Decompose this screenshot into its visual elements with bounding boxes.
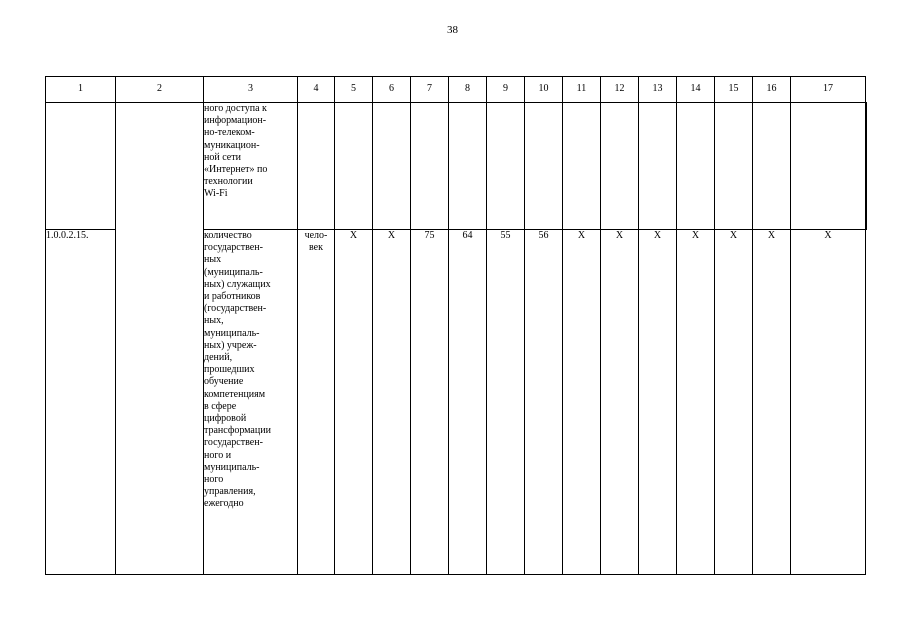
description-line: (муниципаль- xyxy=(204,266,263,278)
column-header-8: 8 xyxy=(449,77,487,103)
empty-cell xyxy=(411,103,449,230)
description-line: информацион- xyxy=(204,115,267,127)
description-line: муниципаль- xyxy=(204,461,260,473)
column-header-15: 15 xyxy=(715,77,753,103)
row-continued-code xyxy=(46,103,116,230)
description-line: ного доступа к xyxy=(204,103,267,114)
value-cell: 75 xyxy=(411,230,449,575)
table-row-continued xyxy=(46,103,867,230)
header-row xyxy=(46,77,867,103)
column-header-16: 16 xyxy=(753,77,791,103)
unit-line: век xyxy=(309,242,323,254)
description-line: в сфере xyxy=(204,400,237,412)
description-line: прошедших xyxy=(204,364,255,376)
column-header-9: 9 xyxy=(487,77,525,103)
column-header-1: 1 xyxy=(46,77,116,103)
column-header-3: 3 xyxy=(204,77,298,103)
empty-cell xyxy=(525,103,563,230)
column-header-4: 4 xyxy=(298,77,335,103)
description-line: дений, xyxy=(204,352,233,364)
description-line: (государствен- xyxy=(204,303,267,315)
description-line: но-телеком- xyxy=(204,127,255,139)
column-header-11: 11 xyxy=(563,77,601,103)
description-line: обучение xyxy=(204,376,244,388)
description-line: государствен- xyxy=(204,242,263,254)
description-line: ных xyxy=(204,254,222,266)
description-line: ного и xyxy=(204,449,232,461)
description-line: ежегодно xyxy=(204,498,244,510)
description-line: ного xyxy=(204,474,224,486)
value-cell: X xyxy=(791,230,866,575)
empty-cell xyxy=(866,103,867,230)
value-cell: 56 xyxy=(525,230,563,575)
column-2-merged-cell xyxy=(116,103,204,575)
description-line: Wi-Fi xyxy=(204,188,228,200)
value-cell: X xyxy=(715,230,753,575)
column-header-7: 7 xyxy=(411,77,449,103)
column-header-5: 5 xyxy=(335,77,373,103)
indicator-description xyxy=(204,230,298,575)
column-header-14: 14 xyxy=(677,77,715,103)
empty-cell xyxy=(449,103,487,230)
indicator-code: 1.0.0.2.15. xyxy=(46,230,116,575)
description-line: «Интернет» по xyxy=(204,164,268,176)
description-line: муниципаль- xyxy=(204,327,260,339)
description-line: компетенциям xyxy=(204,388,266,400)
description-line: государствен- xyxy=(204,437,263,449)
value-cell: X xyxy=(335,230,373,575)
value-cell: X xyxy=(677,230,715,575)
unit-line: чело- xyxy=(304,230,328,241)
empty-cell xyxy=(335,103,373,230)
empty-cell xyxy=(639,103,677,230)
empty-cell xyxy=(791,103,866,230)
value-cell: X xyxy=(753,230,791,575)
column-header-17: 17 xyxy=(791,77,866,103)
empty-cell xyxy=(601,103,639,230)
column-header-12: 12 xyxy=(601,77,639,103)
column-header-2: 2 xyxy=(116,77,204,103)
empty-cell xyxy=(298,103,335,230)
description-line: ных, xyxy=(204,315,224,327)
value-cell: 64 xyxy=(449,230,487,575)
indicator-unit xyxy=(298,230,335,575)
description-line: и работников xyxy=(204,291,261,303)
value-cell: X xyxy=(601,230,639,575)
empty-cell xyxy=(753,103,791,230)
column-header-6: 6 xyxy=(373,77,411,103)
column-header-10: 10 xyxy=(525,77,563,103)
empty-cell xyxy=(373,103,411,230)
empty-cell xyxy=(563,103,601,230)
indicators-table xyxy=(45,76,867,575)
description-line: трансформации xyxy=(204,425,271,437)
page-number: 38 xyxy=(447,24,458,36)
row-continued-description xyxy=(204,103,298,230)
value-cell: X xyxy=(373,230,411,575)
empty-cell xyxy=(715,103,753,230)
empty-cell xyxy=(677,103,715,230)
description-line: управления, xyxy=(204,486,256,498)
column-header-13: 13 xyxy=(639,77,677,103)
value-cell: 55 xyxy=(487,230,525,575)
description-line: ных) учреж- xyxy=(204,339,257,351)
description-line: ных) служащих xyxy=(204,278,271,290)
value-cell: X xyxy=(563,230,601,575)
description-line: муникацион- xyxy=(204,139,260,151)
empty-cell xyxy=(487,103,525,230)
value-cell: X xyxy=(639,230,677,575)
description-line: ной сети xyxy=(204,151,241,163)
description-line: технологии xyxy=(204,176,253,188)
description-line: цифровой xyxy=(204,413,247,425)
description-line: количество xyxy=(204,230,252,241)
